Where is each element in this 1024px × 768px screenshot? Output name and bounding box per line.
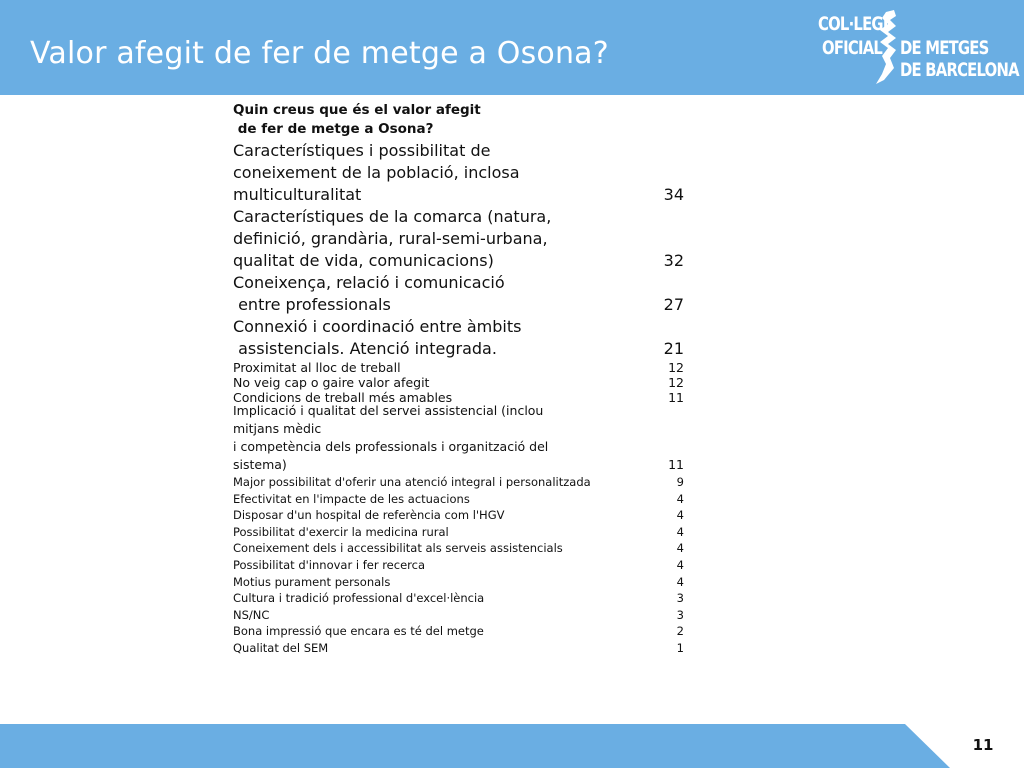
row-value: 2 — [676, 624, 684, 639]
row-label: Característiques de la comarca (natura, definició, grandària, rural-semi-urbana, qualitat de vida, comunicacions) — [233, 207, 552, 270]
row-label: Major possibilitat d'oferir una atenció integral i personalitzada — [233, 475, 591, 489]
row-value: 21 — [663, 339, 684, 358]
row-value: 4 — [676, 508, 684, 523]
table-row — [233, 375, 688, 390]
table-row — [233, 206, 688, 272]
college-logo — [814, 8, 1019, 90]
logo-line-2: OFICIAL — [822, 37, 883, 59]
table-row — [233, 590, 688, 607]
table-row — [233, 316, 688, 360]
footer-bar — [0, 724, 1024, 768]
table-row — [233, 623, 688, 640]
table-row — [233, 474, 688, 491]
table-row — [233, 557, 688, 574]
table-row — [233, 402, 688, 474]
row-value: 1 — [676, 640, 684, 655]
row-label: Coneixença, relació i comunicació entre professionals — [233, 273, 505, 314]
row-label: No veig cap o gaire valor afegit — [233, 375, 430, 390]
row-value: 12 — [668, 375, 684, 390]
header-bar — [0, 0, 1024, 95]
logo-line-3: DE METGES — [900, 37, 989, 59]
row-label: Cultura i tradició professional d'excel·lència — [233, 591, 485, 606]
table-row — [233, 607, 688, 624]
row-value: 3 — [676, 607, 684, 622]
table-row — [233, 360, 688, 375]
row-label: Bona impressió que encara es té del metge — [233, 624, 484, 639]
row-value: 11 — [668, 457, 684, 472]
row-value: 4 — [676, 491, 684, 506]
row-value: 4 — [676, 557, 684, 572]
survey-rows — [233, 140, 688, 657]
row-value: 12 — [668, 360, 684, 375]
row-label: Connexió i coordinació entre àmbits assistencials. Atenció integrada. — [233, 317, 522, 358]
page-number: 11 — [972, 736, 994, 754]
row-label: NS/NC — [233, 607, 270, 622]
row-label: Possibilitat d'exercir la medicina rural — [233, 524, 449, 539]
row-label: Característiques i possibilitat de coneixement de la població, inclosa multiculturalitat — [233, 141, 520, 204]
table-row — [233, 574, 688, 591]
row-value: 27 — [663, 295, 684, 314]
table-row — [233, 640, 688, 657]
survey-question-line-2: de fer de metge a Osona? — [233, 121, 434, 137]
row-value: 34 — [663, 185, 684, 204]
page-title: Valor afegit de fer de metge a Osona? — [30, 36, 609, 71]
row-label: Proximitat al lloc de treball — [233, 360, 401, 375]
row-label: Coneixement dels i accessibilitat als serveis assistencials — [233, 541, 563, 556]
row-value: 4 — [676, 541, 684, 556]
logo-line-1: COL·LEGI — [818, 13, 888, 35]
row-label: Possibilitat d'innovar i fer recerca — [233, 557, 426, 572]
row-label: Efectivitat en l'impacte de les actuacions — [233, 491, 470, 506]
logo-line-4: DE BARCELONA — [900, 59, 1019, 81]
survey-table — [233, 100, 688, 657]
row-value: 11 — [668, 390, 684, 405]
row-value: 4 — [676, 524, 684, 539]
row-label: Disposar d'un hospital de referència com l'HGV — [233, 508, 505, 523]
footer-band-shape — [0, 724, 1024, 768]
table-row — [233, 272, 688, 316]
row-value: 32 — [663, 251, 684, 270]
caduceus-icon — [872, 8, 904, 88]
row-label: Qualitat del SEM — [233, 640, 329, 655]
row-label: Implicació i qualitat del servei assistencial (inclou mitjans mèdic i competència dels professionals i organització del sistema) — [233, 403, 549, 472]
table-row — [233, 140, 688, 206]
table-row — [233, 507, 688, 524]
row-label: Motius purament personals — [233, 574, 391, 589]
table-row — [233, 524, 688, 541]
row-value: 9 — [676, 475, 684, 489]
survey-question-line-1: Quin creus que és el valor afegit — [233, 102, 481, 118]
row-value: 4 — [676, 574, 684, 589]
row-label: Condicions de treball més amables — [233, 390, 453, 405]
table-row — [233, 491, 688, 508]
table-row — [233, 540, 688, 557]
row-value: 3 — [676, 591, 684, 606]
